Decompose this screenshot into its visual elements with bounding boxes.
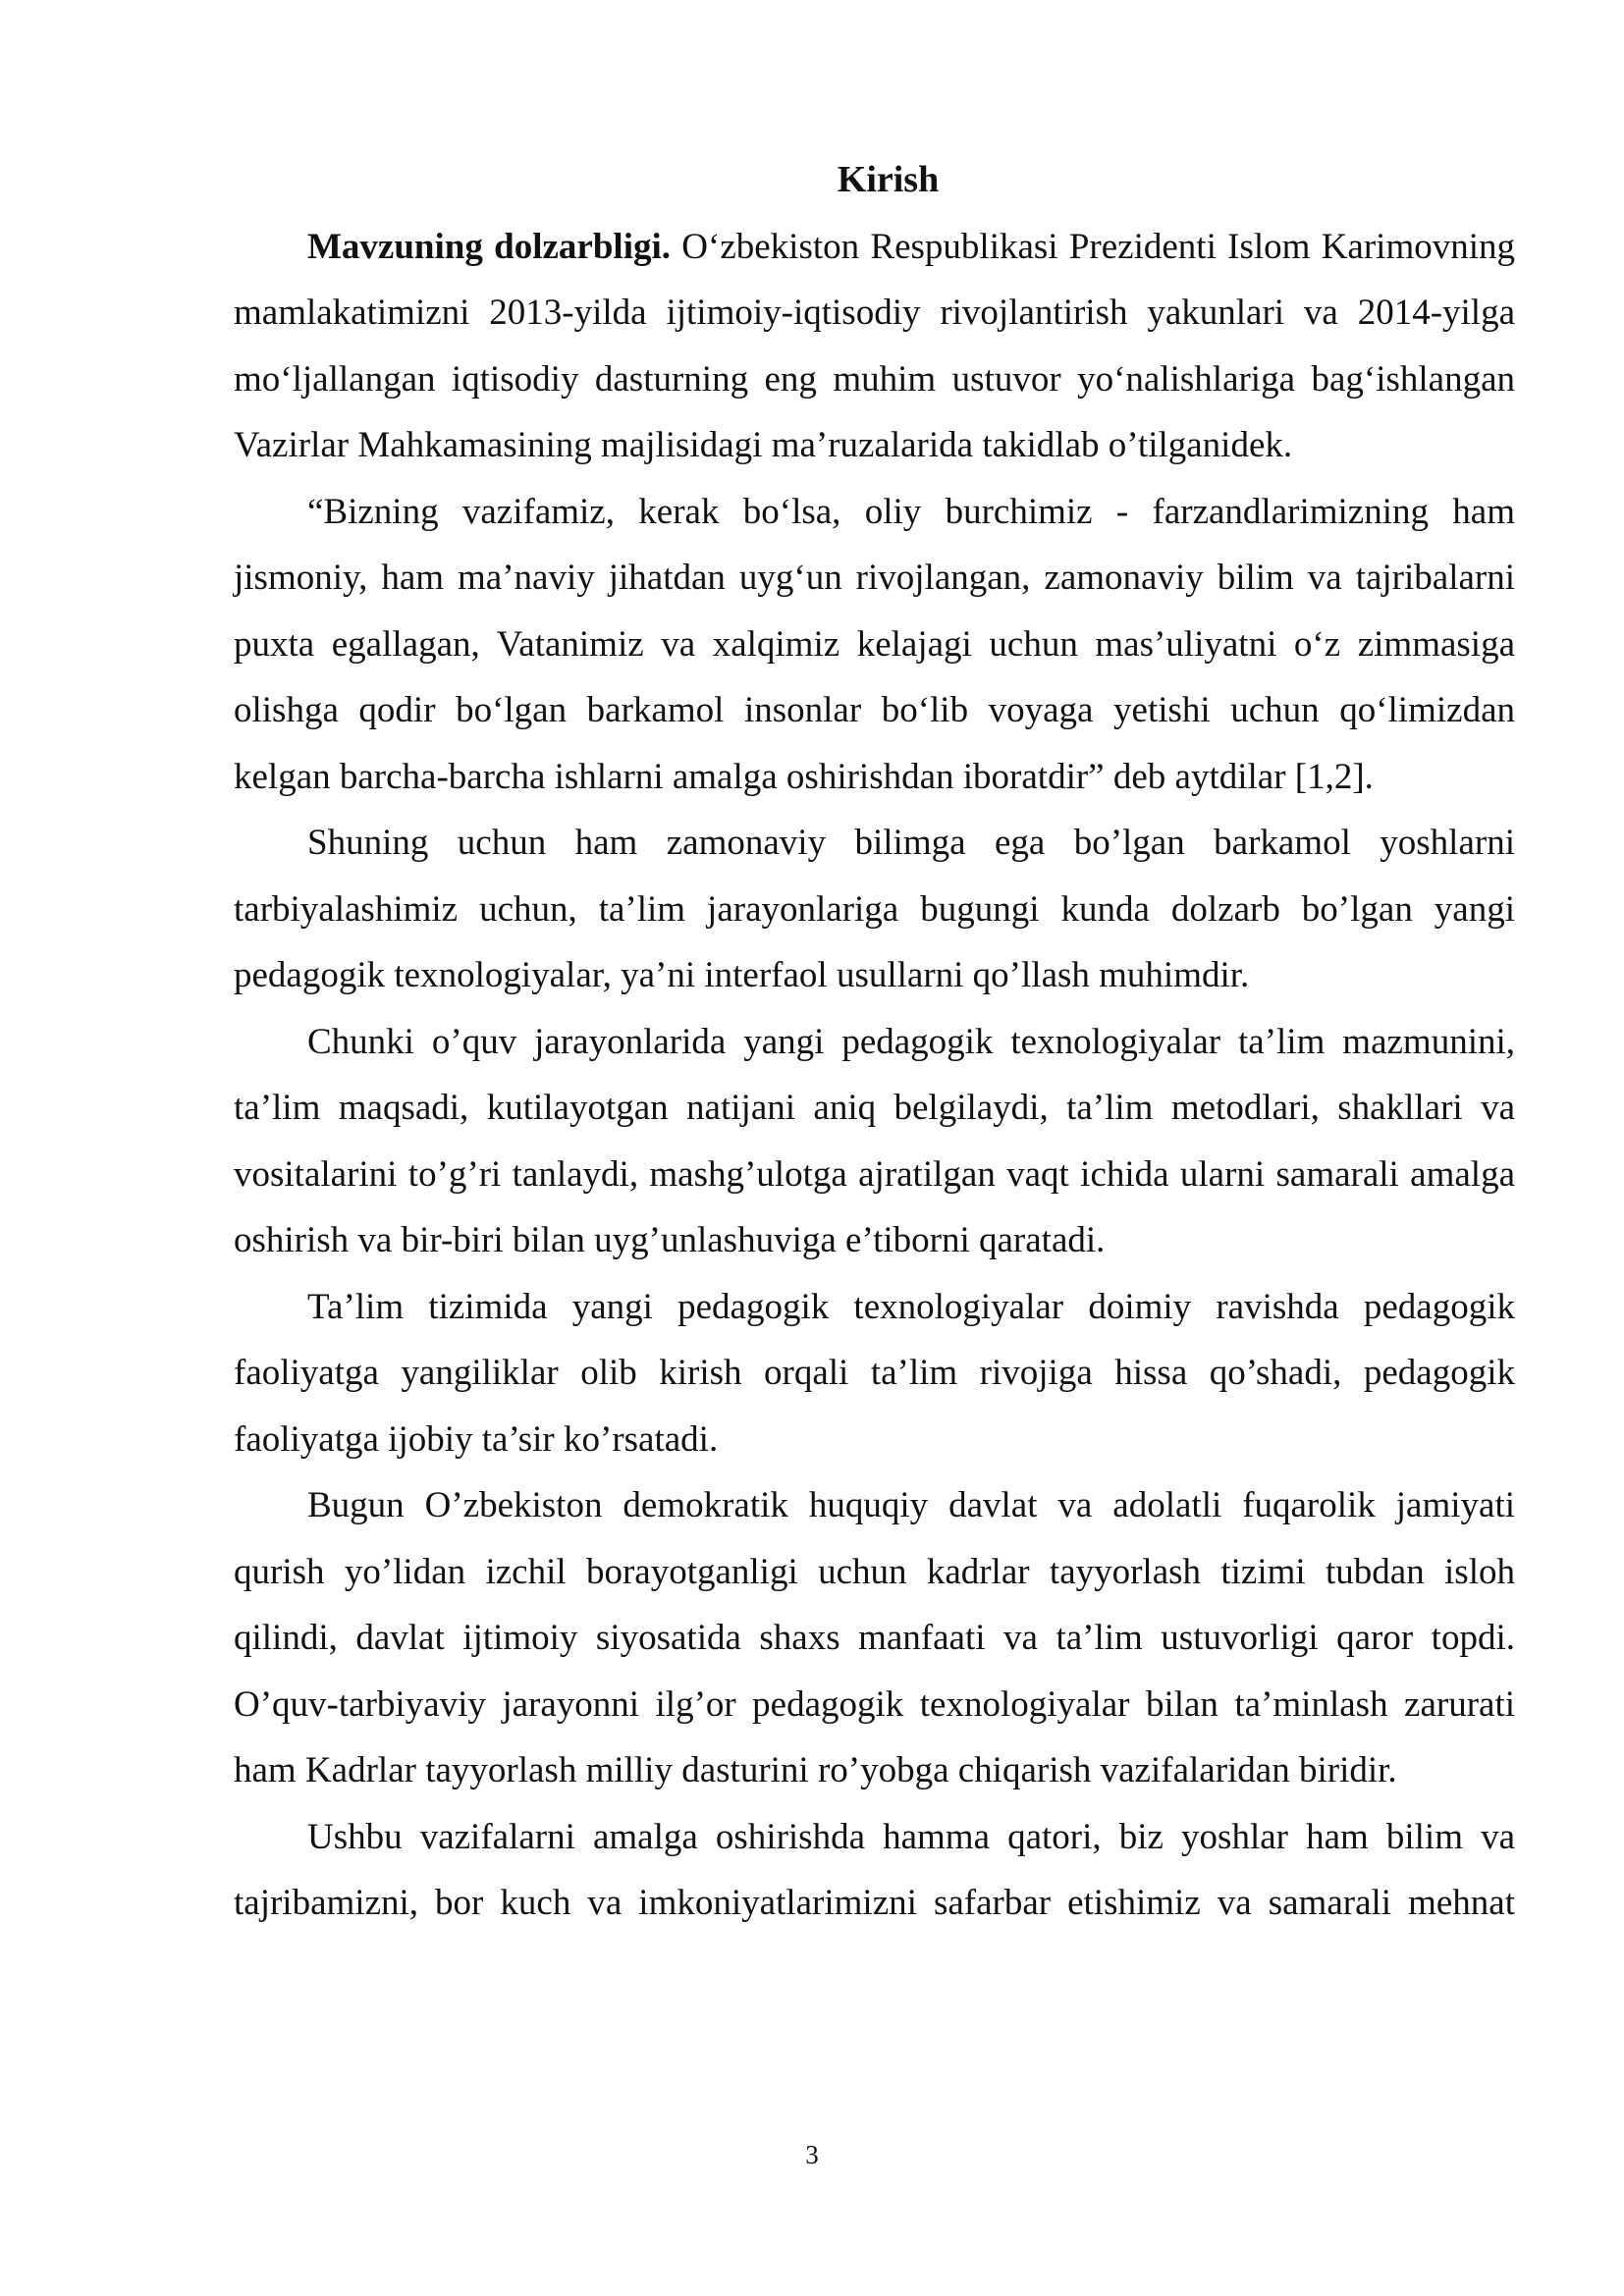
paragraph: Ta’lim tizimida yangi pedagogik texnologiyalar doimiy ravishda pedagogik faoliyatga yangiliklar olib kirish orqali ta’lim rivojiga hissa qo’shadi, pedagogik faoliyatga ijobiy ta’sir ko’rsatadi. (234, 1286, 1515, 1460)
paragraph: Bugun O’zbekiston demokratik huquqiy davlat va adolatli fuqarolik jamiyati qurish yo’lidan izchil borayotganligi uchun kadrlar tayyorlash tizimi tubdan isloh qilindi, davlat ijtimoiy siyosatida shaxs manfaati va ta’lim ustuvorligi qaror topdi. O’quv-tarbiyaviy jarayonni ilg’or pedagogik texnologiyalar bilan ta’minlash zarurati ham Kadrlar tayyorlash milliy dasturini ro’yobga chiqarish vazifalaridan biridir. (234, 1485, 1515, 1790)
section-heading: Kirish (837, 159, 940, 200)
paragraph: Shuning uchun ham zamonaviy bilimga ega bo’lgan barkamol yoshlarni tarbiyalashimiz uchun, ta’lim jarayonlariga bugungi kunda dolzarb bo’lgan yangi pedagogik texnologiyalar, ya’ni interfaol usullarni qo’llash muhimdir. (234, 823, 1515, 995)
paragraph-text: O‘zbekiston Respublikasi Prezidenti Islom Karimovning mamlakatimizni 2013-yilda ijtimoiy-iqtisodiy rivojlantirish yakunlari va 2014-yilga mo‘ljallangan iqtisodiy dasturning eng muhim ustuvor yo‘nalishlariga bag‘ishlangan Vazirlar Mahkamasining majlisidagi ma’ruzalarida takidlab o’tilganidek. (234, 226, 1516, 465)
paragraph-relevance (234, 214, 1515, 479)
paragraph: Chunki o’quv jarayonlarida yangi pedagogik texnologiyalar ta’lim mazmunini, ta’lim maqsadi, kutilayotgan natijani aniq belgilaydi, ta’lim metodlari, shakllari va vositalarini to’g’ri tanlaydi, mashg’ulotga ajratilgan vaqt ichida ularni samarali amalga oshirish va bir-biri bilan uyg’unlashuviga e’tiborni qaratadi. (234, 1021, 1515, 1260)
document-page (234, 147, 1515, 1937)
page-number: 3 (805, 2140, 819, 2169)
paragraph-lead: Mavzuning dolzarbligi. (307, 226, 672, 267)
paragraph-quote: “Bizning vazifamiz, kerak bo‘lsa, oliy burchimiz - farzandlarimizning ham jismoniy, ham ma’naviy jihatdan uyg‘un rivojlangan, zamonaviy bilim va tajribalarni puxta egallagan, Vatanimiz va xalqimiz kelajagi uchun mas’uliyatni o‘z zimmasiga olishga qodir bo‘lgan barkamol insonlar bo‘lib voyaga yetishi uchun qo‘limizdan kelgan barcha-barcha ishlarni amalga oshirishdan iboratdir” deb aytdilar [1,2]. (234, 491, 1515, 797)
paragraph-continued: Ushbu vazifalarni amalga oshirishda hamma qatori, biz yoshlar ham bilim va tajribamizni, bor kuch va imkoniyatlarimizni safarbar etishimiz va samarali mehnat (234, 1816, 1515, 1923)
